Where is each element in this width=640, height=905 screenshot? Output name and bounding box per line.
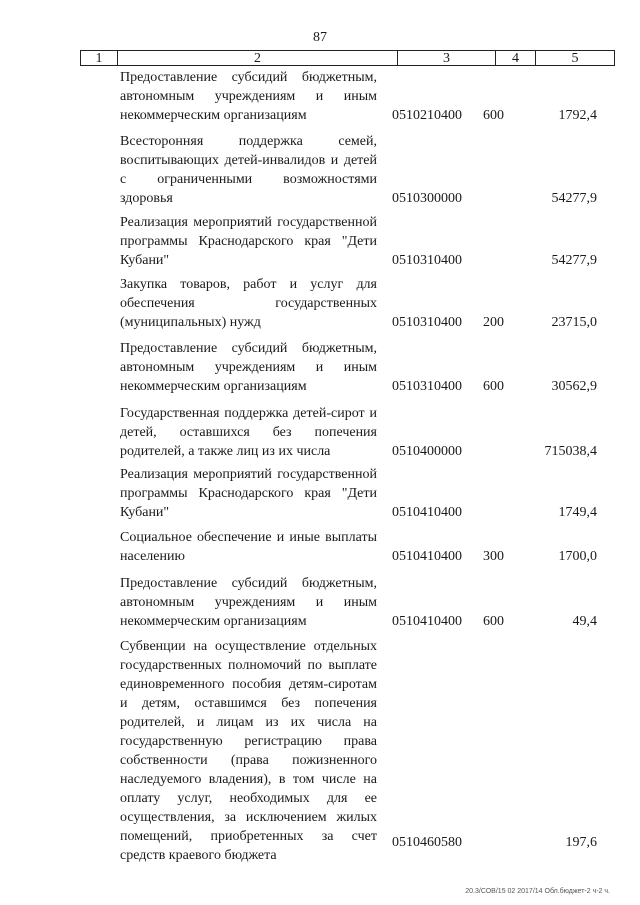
row-amount: 30562,9 (551, 379, 597, 394)
row-code: 0510310400 (392, 253, 462, 268)
row-amount: 197,6 (565, 835, 597, 850)
header-col-1: 1 (81, 51, 118, 65)
row-code: 0510400000 (392, 444, 462, 459)
row-amount: 49,4 (572, 614, 597, 629)
row-amount: 23715,0 (551, 315, 597, 330)
row-code: 0510300000 (392, 191, 462, 206)
row-code: 0510460580 (392, 835, 462, 850)
row-description: Государственная поддержка детей-сирот и детей, оставшихся без попечения родителей, а также лиц из их числа (120, 406, 377, 459)
row-amount: 54277,9 (551, 191, 597, 206)
row-description: Субвенции на осуществление отдельных государственных полномочий по выплате единовременного пособия детям-сиротам и детям, оставшимся без попечения родителей, и лицам из их числа на государственную регистрацию права собственности (права пожизненного наследуемого владения), в том числе на оплату услуг, необходимых для ее осуществления, за исключением жилых помещений, приобретенных за счет средств краевого бюджета (120, 639, 377, 863)
row-code: 0510310400 (392, 315, 462, 330)
row-code: 0510310400 (392, 379, 462, 394)
table-header (80, 50, 615, 66)
row-type: 600 (483, 108, 504, 123)
row-type: 600 (483, 379, 504, 394)
row-description: Всесторонняя поддержка семей, воспитывающих детей-инвалидов и детей с ограниченными возможностями здоровья (120, 134, 377, 206)
row-amount: 715038,4 (544, 444, 597, 459)
row-amount: 1792,4 (558, 108, 597, 123)
row-type: 600 (483, 614, 504, 629)
row-code: 0510410400 (392, 614, 462, 629)
row-type: 300 (483, 549, 504, 564)
row-amount: 54277,9 (551, 253, 597, 268)
row-description: Предоставление субсидий бюджетным, автономным учреждениям и иным некоммерческим организациям (120, 576, 377, 629)
row-code: 0510210400 (392, 108, 462, 123)
header-col-2: 2 (118, 51, 398, 65)
row-amount: 1700,0 (558, 549, 597, 564)
row-description: Реализация мероприятий государственной программы Краснодарского края "Дети Кубани" (120, 215, 377, 268)
header-col-5: 5 (571, 51, 579, 66)
row-description: Закупка товаров, работ и услуг для обеспечения государственных (муниципальных) нужд (120, 277, 377, 330)
row-type: 200 (483, 315, 504, 330)
row-description: Предоставление субсидий бюджетным, автономным учреждениям и иным некоммерческим организациям (120, 341, 377, 394)
page-number: 87 (313, 30, 327, 45)
footer-reference: 20.3/СОВ/15 02 2017/14 Обл.бюджет-2 ч-2 ч. (465, 888, 610, 895)
row-description: Реализация мероприятий государственной программы Краснодарского края "Дети Кубани" (120, 467, 377, 520)
header-col-4: 4 (496, 51, 536, 65)
header-col-3: 3 (398, 51, 496, 65)
row-code: 0510410400 (392, 549, 462, 564)
row-amount: 1749,4 (558, 505, 597, 520)
row-description: Предоставление субсидий бюджетным, автономным учреждениям и иным некоммерческим организациям (120, 70, 377, 123)
row-description: Социальное обеспечение и иные выплаты населению (120, 530, 377, 564)
row-code: 0510410400 (392, 505, 462, 520)
